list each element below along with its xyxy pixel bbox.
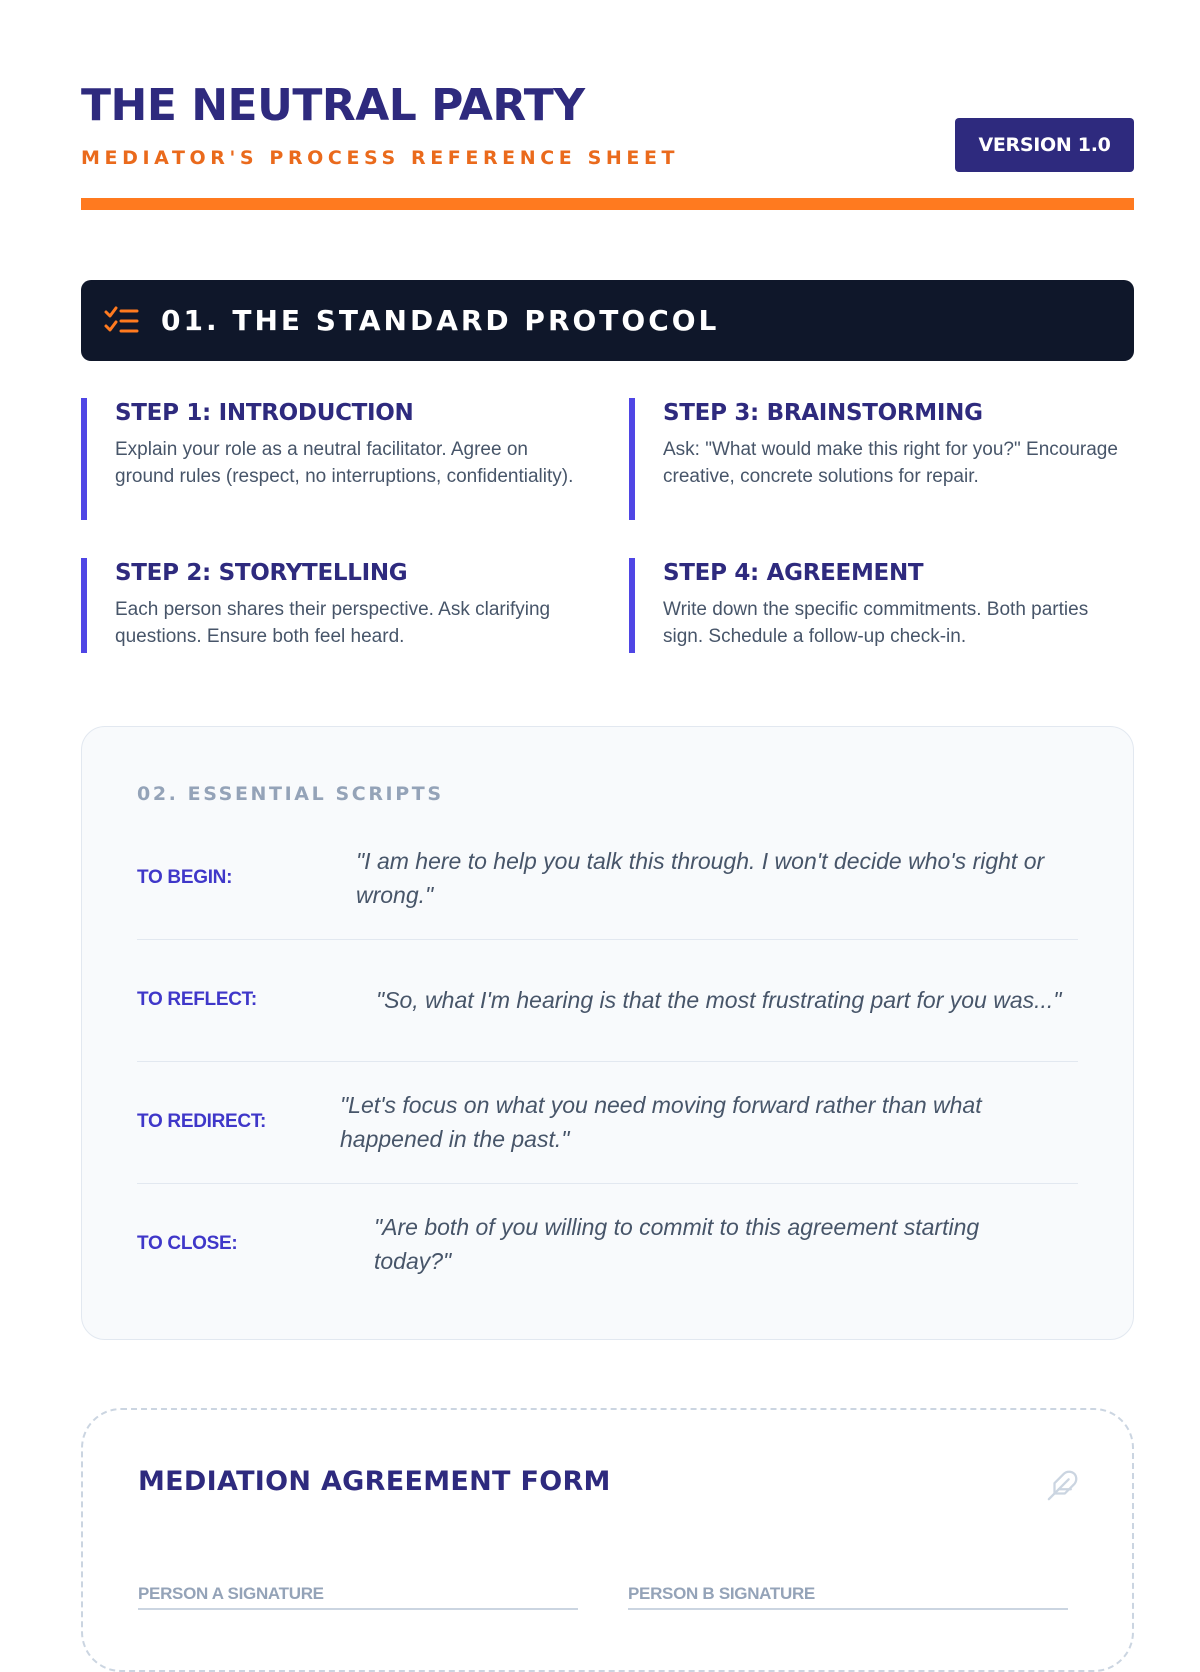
script-row: [137, 817, 1078, 940]
script-row: [137, 1183, 1078, 1305]
script-row: [137, 939, 1078, 1062]
step-title: STEP 2: STORYTELLING: [115, 560, 408, 586]
form-title: MEDIATION AGREEMENT FORM: [138, 1466, 611, 1497]
protocol-section-header: [81, 280, 1134, 361]
version-badge: VERSION 1.0: [955, 118, 1134, 172]
step-text: Ask: "What would make this right for you?" Encourage creative, concrete solutions for repair.: [663, 439, 1118, 487]
checklist-icon: [103, 303, 139, 339]
step-brainstorming: [629, 398, 1133, 520]
signature-line-a[interactable]: PERSON A SIGNATURE: [138, 1584, 578, 1610]
script-quote: "So, what I'm hearing is that the most frustrating part for you was...": [376, 987, 1062, 1013]
scripts-heading: 02. ESSENTIAL SCRIPTS: [137, 783, 444, 805]
script-key: TO BEGIN:: [137, 867, 233, 888]
step-agreement: [629, 558, 1133, 653]
feather-icon: [1046, 1468, 1080, 1502]
header: [81, 80, 1134, 215]
script-row: [137, 1061, 1078, 1184]
essential-scripts-card: [81, 726, 1134, 1340]
step-text: Write down the specific commitments. Both parties sign. Schedule a follow-up check-in.: [663, 599, 1089, 647]
page-subtitle: MEDIATOR'S PROCESS REFERENCE SHEET: [81, 147, 680, 169]
signature-line-b[interactable]: PERSON B SIGNATURE: [628, 1584, 1068, 1610]
script-key: TO REFLECT:: [137, 989, 257, 1010]
agreement-form: [81, 1408, 1134, 1672]
page-title: THE NEUTRAL PARTY: [81, 80, 585, 131]
step-text: Explain your role as a neutral facilitator. Agree on ground rules (respect, no interruptions, confidentiality).: [115, 439, 574, 487]
step-storytelling: [81, 558, 585, 653]
script-key: TO CLOSE:: [137, 1233, 238, 1254]
script-key: TO REDIRECT:: [137, 1111, 267, 1132]
step-text: Each person shares their perspective. Ask clarifying questions. Ensure both feel heard.: [115, 599, 551, 647]
step-title: STEP 4: AGREEMENT: [663, 560, 924, 586]
script-quote: "Let's focus on what you need moving forward rather than what happened in the past.": [340, 1092, 982, 1152]
step-introduction: [81, 398, 585, 520]
header-divider: [81, 198, 1134, 210]
step-title: STEP 3: BRAINSTORMING: [663, 400, 983, 426]
script-quote: "I am here to help you talk this through. I won't decide who's right or wrong.": [356, 848, 1045, 908]
step-title: STEP 1: INTRODUCTION: [115, 400, 414, 426]
protocol-heading: 01. THE STANDARD PROTOCOL: [161, 304, 720, 337]
script-quote: "Are both of you willing to commit to this agreement starting today?": [374, 1214, 980, 1274]
